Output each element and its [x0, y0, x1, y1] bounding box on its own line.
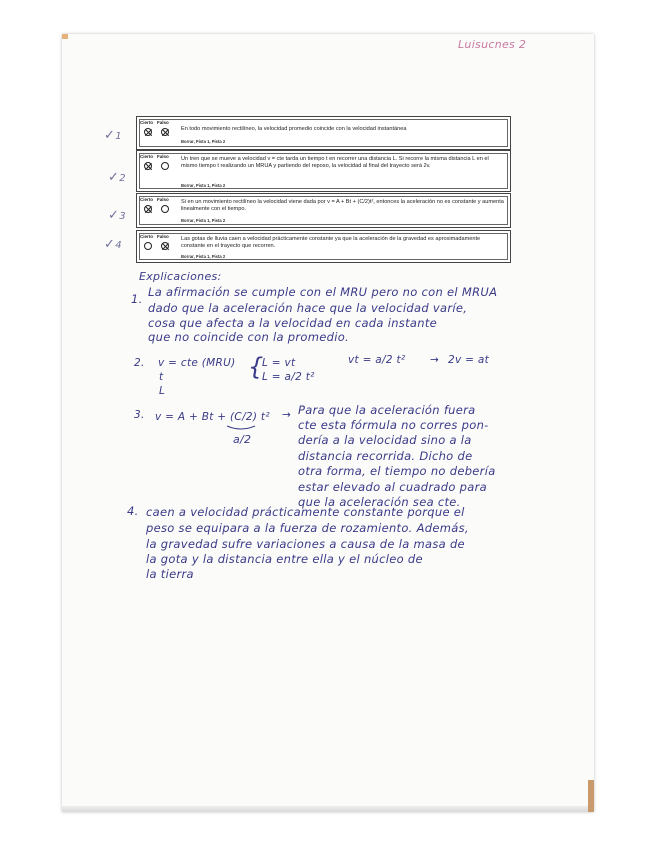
question-1-footer[interactable]: Borrar, Pista 1, Pista 2 — [181, 139, 226, 144]
question-4-footer[interactable]: Borrar, Pista 1, Pista 2 — [181, 254, 226, 259]
question-3-tick: ✓3 — [108, 208, 126, 223]
paper-corner-mark — [62, 34, 68, 39]
falso-label: Falso — [157, 234, 169, 239]
cierto-option[interactable] — [144, 242, 152, 250]
explanation-4-line-5: la tierra — [146, 567, 194, 581]
explanation-2-brace: { — [248, 353, 264, 381]
explanation-2-number: 2. — [134, 357, 145, 369]
paper-right-edge — [588, 780, 594, 812]
question-2-tick: ✓2 — [108, 170, 126, 185]
explanation-3-underbrace — [226, 424, 256, 432]
explanation-3-line-3: dería a la velocidad sino a la — [298, 433, 472, 447]
question-3-box — [136, 193, 511, 228]
explanation-2-t: t — [159, 371, 164, 383]
explanation-2-rhs-1: vt = a/2 t² — [348, 354, 406, 366]
cierto-label: Cierto — [140, 197, 154, 202]
explanation-2-rhs-2: 2v = at — [448, 354, 490, 366]
explanation-1-line-1: La afirmación se cumple con el MRU pero no con el MRUA — [148, 285, 498, 299]
cierto-label: Cierto — [140, 234, 154, 239]
cierto-label: Cierto — [140, 120, 154, 125]
question-3-footer[interactable]: Borrar, Pista 1, Pista 2 — [181, 218, 226, 223]
explanation-1-number: 1. — [131, 292, 143, 306]
explanation-1-line-4: que no coincide con la promedio. — [148, 330, 350, 344]
explanation-3-number: 3. — [134, 409, 145, 421]
falso-option[interactable] — [161, 128, 169, 136]
explanation-3-line-2: cte esta fórmula no corres pon- — [298, 418, 489, 432]
explanation-2-l: L — [159, 385, 166, 397]
explanation-2-v: v = cte (MRU) — [158, 357, 236, 369]
question-1-box — [136, 116, 511, 150]
explanation-3-line-6: estar elevado al cuadrado para — [298, 480, 487, 494]
falso-option[interactable] — [161, 242, 169, 250]
explanations-heading: Explicaciones: — [139, 270, 222, 283]
falso-label: Falso — [157, 197, 169, 202]
explanation-4-line-3: la gravedad sufre variaciones a causa de la masa de — [146, 537, 465, 551]
question-4-text: Las gotas de lluvia caen a velocidad prácticamente constante ya que la aceleración de la gravedad es aproximadamente constante en el trayecto que recorren. — [181, 236, 481, 250]
explanation-3-line-7: que la aceleración sea cte. — [298, 495, 461, 509]
falso-label: Falso — [157, 154, 169, 159]
explanation-4-line-4: la gota y la distancia entre ella y el núcleo de — [146, 552, 423, 566]
explanation-1-line-3: cosa que afecta a la velocidad en cada instante — [148, 316, 438, 330]
cierto-label: Cierto — [140, 154, 154, 159]
question-4-tick: ✓4 — [104, 237, 122, 252]
question-2-box — [136, 150, 511, 192]
cierto-option[interactable] — [144, 205, 152, 213]
question-3-text: Si en un movimiento rectilíneo la velocidad viene dada por v = A + Bt + (C/2)t², entonces la aceleración no es constante y aumenta linealmente con el tiempo. — [181, 199, 504, 213]
student-name: Luisucnes 2 — [458, 38, 527, 51]
falso-option[interactable] — [161, 162, 169, 170]
question-1-text: En todo movimiento rectilíneo, la velocidad promedio coincide con la velocidad instantánea — [181, 126, 407, 132]
explanation-2-arrow: → — [430, 354, 440, 366]
question-2-text: Un tren que se mueve a velocidad v = cte tarda un tiempo t en recorrer una distancia L. Si recorre la misma distancia L en el mismo tiempo t realizando un MRUA y partiendo del reposo, la velocidad al final del trayecto será 2v. — [181, 156, 489, 170]
explanation-3-formula: v = A + Bt + (C/2) t² — [155, 411, 270, 423]
cierto-option[interactable] — [144, 128, 152, 136]
explanation-3-line-4: distancia recorrida. Dicho de — [298, 449, 473, 463]
explanation-1-line-2: dado que la aceleración hace que la velocidad varíe, — [148, 301, 468, 315]
explanation-3-line-1: Para que la aceleración fuera — [298, 403, 476, 417]
question-4-box — [136, 230, 511, 263]
falso-label: Falso — [157, 120, 169, 125]
explanation-2-eq-1: L = vt — [262, 357, 296, 369]
question-2-footer[interactable]: Borrar, Pista 1, Pista 2 — [181, 183, 226, 188]
explanation-3-line-5: otra forma, el tiempo no debería — [298, 464, 496, 478]
cierto-option[interactable] — [144, 162, 152, 170]
explanation-2-eq-2: L = a/2 t² — [262, 371, 315, 383]
explanation-3-arrow: → — [282, 409, 292, 421]
paper-bottom-edge — [62, 806, 594, 812]
explanation-4-number: 4. — [127, 504, 139, 518]
explanation-3-under: a/2 — [233, 433, 252, 446]
explanation-4-line-1: caen a velocidad prácticamente constante porque el — [146, 505, 465, 519]
question-1-tick: ✓1 — [104, 128, 122, 143]
explanation-4-line-2: peso se equipara a la fuerza de rozamiento. Además, — [146, 521, 469, 535]
falso-option[interactable] — [161, 205, 169, 213]
